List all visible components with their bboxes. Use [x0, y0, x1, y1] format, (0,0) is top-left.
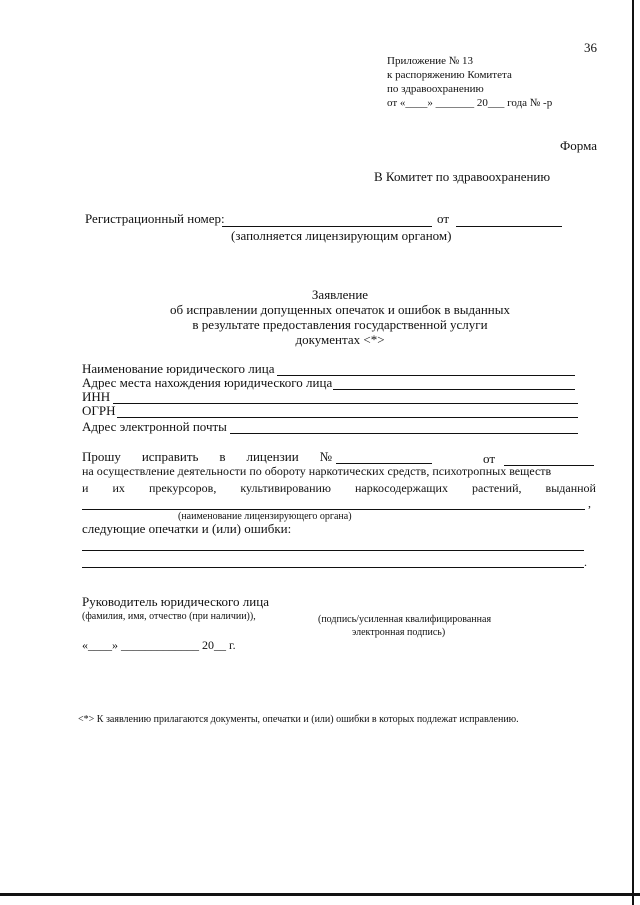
authority-comma: , [588, 496, 591, 510]
request-line3-word-4: культивированию [240, 481, 331, 495]
appendix-line-3: по здравоохранению [387, 83, 484, 95]
signature-note-1: (подпись/усиленная квалифицированная [318, 614, 492, 625]
signature-date: «____» _____________ 20__ г. [82, 638, 236, 652]
fio-note: (фамилия, имя, отчество (при наличии)), [82, 611, 256, 622]
head-label: Руководитель юридического лица [82, 594, 269, 609]
email-label: Адрес электронной почты [82, 419, 227, 434]
request-line3-word-1: и [82, 481, 89, 495]
request-word-1: Прошу [82, 449, 121, 464]
request-word-4: лицензии [246, 449, 299, 464]
registration-label: Регистрационный номер: [85, 211, 225, 226]
errors-period: . [584, 555, 587, 569]
appendix-line-2: к распоряжению Комитета [387, 69, 512, 81]
footnote: <*> К заявлению прилагаются документы, опечатки и (или) ошибки в которых подлежат исправлению. [78, 714, 519, 725]
title-line-4: документах <*> [295, 332, 385, 347]
scan-border-right [632, 0, 634, 905]
request-word-5: № [319, 449, 332, 464]
errors-label: следующие опечатки и (или) ошибки: [82, 521, 292, 536]
form-label: Форма [560, 138, 597, 153]
registration-ot-label: от [437, 211, 450, 226]
registration-number-field[interactable] [222, 226, 432, 227]
request-line-2: на осуществление деятельности по обороту наркотических средств, психотропных веществ [82, 464, 552, 478]
registration-date-field[interactable] [456, 226, 562, 227]
request-line3-word-5: наркосодержащих [354, 481, 448, 495]
addressee: В Комитет по здравоохранению [374, 169, 551, 184]
inn-label: ИНН [82, 389, 111, 404]
request-line3-word-7: выданной [545, 481, 596, 495]
request-line-3 [82, 481, 596, 496]
ogrn-label: ОГРН [82, 403, 116, 418]
errors-field-line-2[interactable] [82, 567, 584, 568]
address-field[interactable] [333, 389, 575, 390]
email-field[interactable] [230, 433, 578, 434]
scan-border-bottom [0, 893, 640, 896]
appendix-line-1: Приложение № 13 [387, 55, 474, 67]
ogrn-field[interactable] [117, 417, 578, 418]
signature-note-2: электронная подпись) [352, 627, 446, 638]
request-word-3: в [219, 449, 226, 464]
request-line3-word-2: их [112, 481, 125, 495]
inn-field[interactable] [113, 403, 578, 404]
errors-field-line-1[interactable] [82, 550, 584, 551]
page-number: 36 [584, 40, 597, 55]
title-line-2: об исправлении допущенных опечаток и ошибок в выданных [169, 302, 510, 317]
appendix-line-4: от «____» _______ 20___ года № -р [387, 97, 553, 109]
title-line-3: в результате предоставления государственной услуги [192, 317, 488, 332]
request-line3-word-6: растений, [472, 481, 522, 495]
request-word-2: исправить [141, 449, 199, 464]
licensing-authority-field[interactable] [82, 509, 585, 510]
authority-note: (наименование лицензирующего органа) [178, 511, 352, 522]
address-label: Адрес места нахождения юридического лица [82, 375, 333, 390]
registration-note: (заполняется лицензирующим органом) [231, 228, 452, 243]
request-line3-word-3: прекурсоров, [148, 481, 217, 495]
org-name-label: Наименование юридического лица [82, 361, 275, 376]
request-line-1 [82, 449, 332, 465]
title-line-1: Заявление [311, 287, 369, 302]
request-ot-label: от [483, 451, 496, 466]
